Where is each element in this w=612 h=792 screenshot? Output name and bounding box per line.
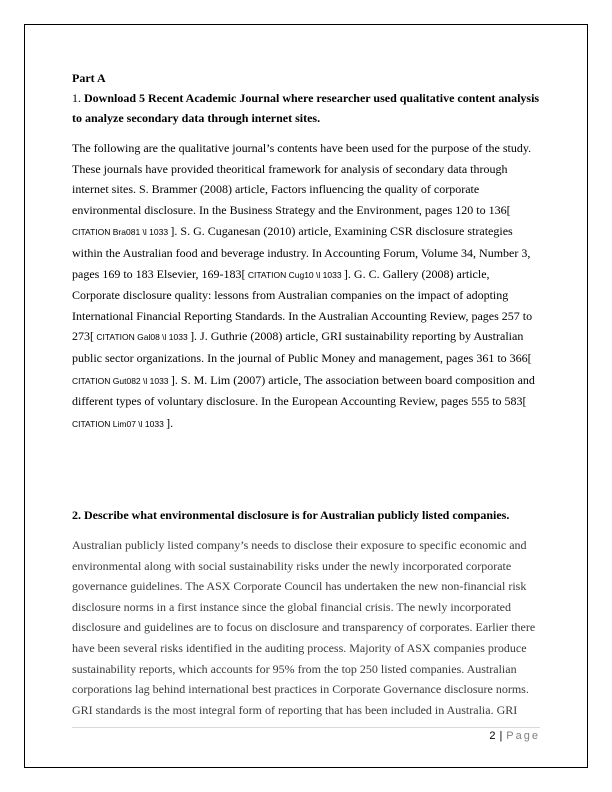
citation-field: CITATION Lim07 \l 1033	[72, 418, 167, 429]
page-footer	[489, 730, 540, 742]
citation-field: CITATION Bra081 \l 1033	[72, 227, 171, 238]
paragraph-text: ]. S. M. Lim (2007) article, The association between board composition and different types of voluntary disclosure. In the European Accounting Review, pages 555 to 583[	[72, 372, 535, 409]
citation-field: CITATION Gal08 \l 1033	[94, 332, 191, 343]
part-heading: Part A	[72, 71, 106, 85]
paragraph-text: The following are the qualitative journal’s contents have been used for the purpose of the study. These journals have provided theoritical framework for analysis of secondary data through internet sites. S. Brammer (2008) article, Factors influencing the quality of corporate environmental disclosure. In the Business Strategy and the Environment, pages 120 to 136[	[72, 141, 532, 217]
paragraph-text: ]. J. Guthrie (2008) article, GRI sustainability reporting by Australian public sector organizations. In the journal of Public Money and management, pages 361 to 366[	[72, 329, 532, 365]
question-1-heading	[72, 88, 540, 128]
footer-separator: |	[499, 730, 503, 742]
question-1-paragraph	[72, 138, 540, 434]
page-label: Page	[506, 730, 540, 742]
question-1-number: 1.	[72, 91, 84, 105]
citation-field: CITATION Cug10 \l 1033	[245, 269, 344, 280]
paragraph-text: ]. G. C. Gallery (2008) article, Corporate disclosure quality: lessons from Australian companies on the impact of adopting International Financial Reporting Standards. In the Australian Accounting Review, pages 257 to 273[	[72, 266, 533, 344]
question-1-title: Download 5 Recent Academic Journal where researcher used qualitative content analysis to analyze secondary data through internet sites.	[72, 91, 540, 125]
section-question-2	[72, 505, 540, 720]
paragraph-text: ].	[166, 415, 174, 430]
citation-field: CITATION Gut082 \l 1033	[72, 375, 171, 386]
section-part-a	[72, 68, 540, 434]
question-2-title: 2. Describe what environmental disclosure is for Australian publicly listed companies.	[72, 508, 510, 522]
footer-divider	[72, 727, 540, 728]
page-number: 2	[489, 730, 496, 742]
question-2-paragraph: Australian publicly listed company’s needs to disclose their exposure to specific economic and environmental along with social sustainability risks under the newly incorporated corporate governance guidelines. The ASX Corporate Council has undertaken the new non-financial risk disclosure norms in a first instance since the global financial crisis. The newly incorporated disclosure and guidelines are to focus on disclosure and transparency of corporates. Earlier there have been several risks identified in the auditing process. Majority of ASX companies produce sustainability reports, which accounts for 95% from the top 250 listed companies. Australian corporations lag behind international best practices in Corporate Governance disclosure norms. GRI standards is the most integral form of reporting that has been included in Australia. GRI	[72, 538, 536, 717]
paragraph-text: ]. S. G. Cuganesan (2010) article, Examining CSR disclosure strategies within the Australian food and beverage industry. In Accounting Forum, Volume 34, Number 3, pages 169 to 183 Elsevier, 169-183[	[72, 224, 531, 281]
